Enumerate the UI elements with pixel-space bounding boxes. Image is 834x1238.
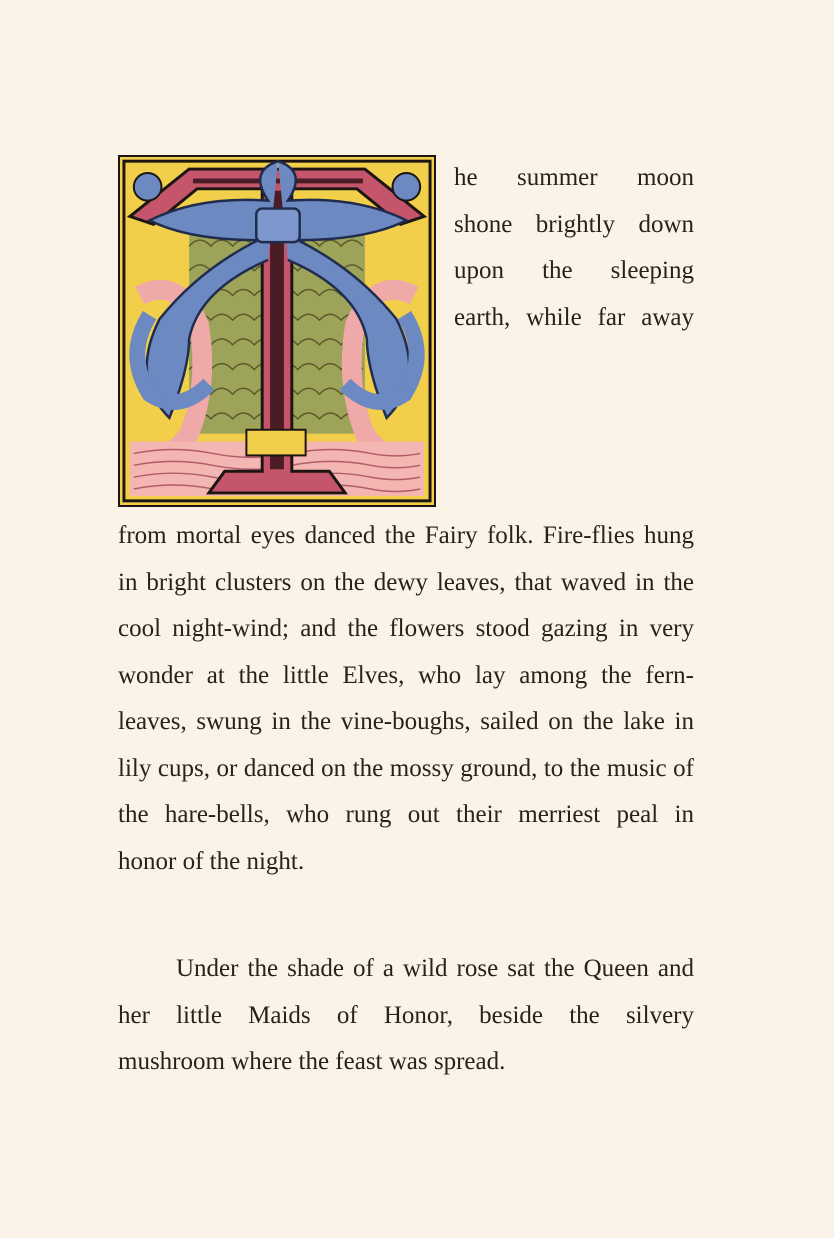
decorated-drop-cap-T [118, 155, 436, 507]
ornament-illustration [120, 157, 434, 505]
drop-cap-line-1: he summer moon [454, 164, 694, 191]
paragraph-2-last-line: mushroom where the feast was spread. [118, 1048, 506, 1075]
paragraph-1-body: from mortal eyes danced the Fairy folk. Fire-flies hung in bright clusters on the dewy leaves, that waved in the cool night-wind; and the flowers stood gazing in very wonder at the little Elves, who lay among the fern-leaves, swung in the vine-boughs, sailed on the lake in lily cups, or danced on the mossy ground, to the music of the hare-bells, who rung out their merriest peal in [118, 522, 694, 828]
drop-cap-line-2: shone brightly down [454, 210, 694, 238]
paragraph-1-last-line: honor of the night. [118, 847, 305, 875]
paragraph-2 [118, 946, 694, 1086]
paragraph-1 [118, 155, 694, 885]
paragraph-2-body: Under the shade of a wild rose sat the Queen and her little Maids of Honor, beside the silvery [118, 955, 694, 1029]
drop-cap-line-3: upon the sleeping [454, 257, 694, 284]
drop-cap-line-4: earth, while far away [454, 303, 694, 331]
